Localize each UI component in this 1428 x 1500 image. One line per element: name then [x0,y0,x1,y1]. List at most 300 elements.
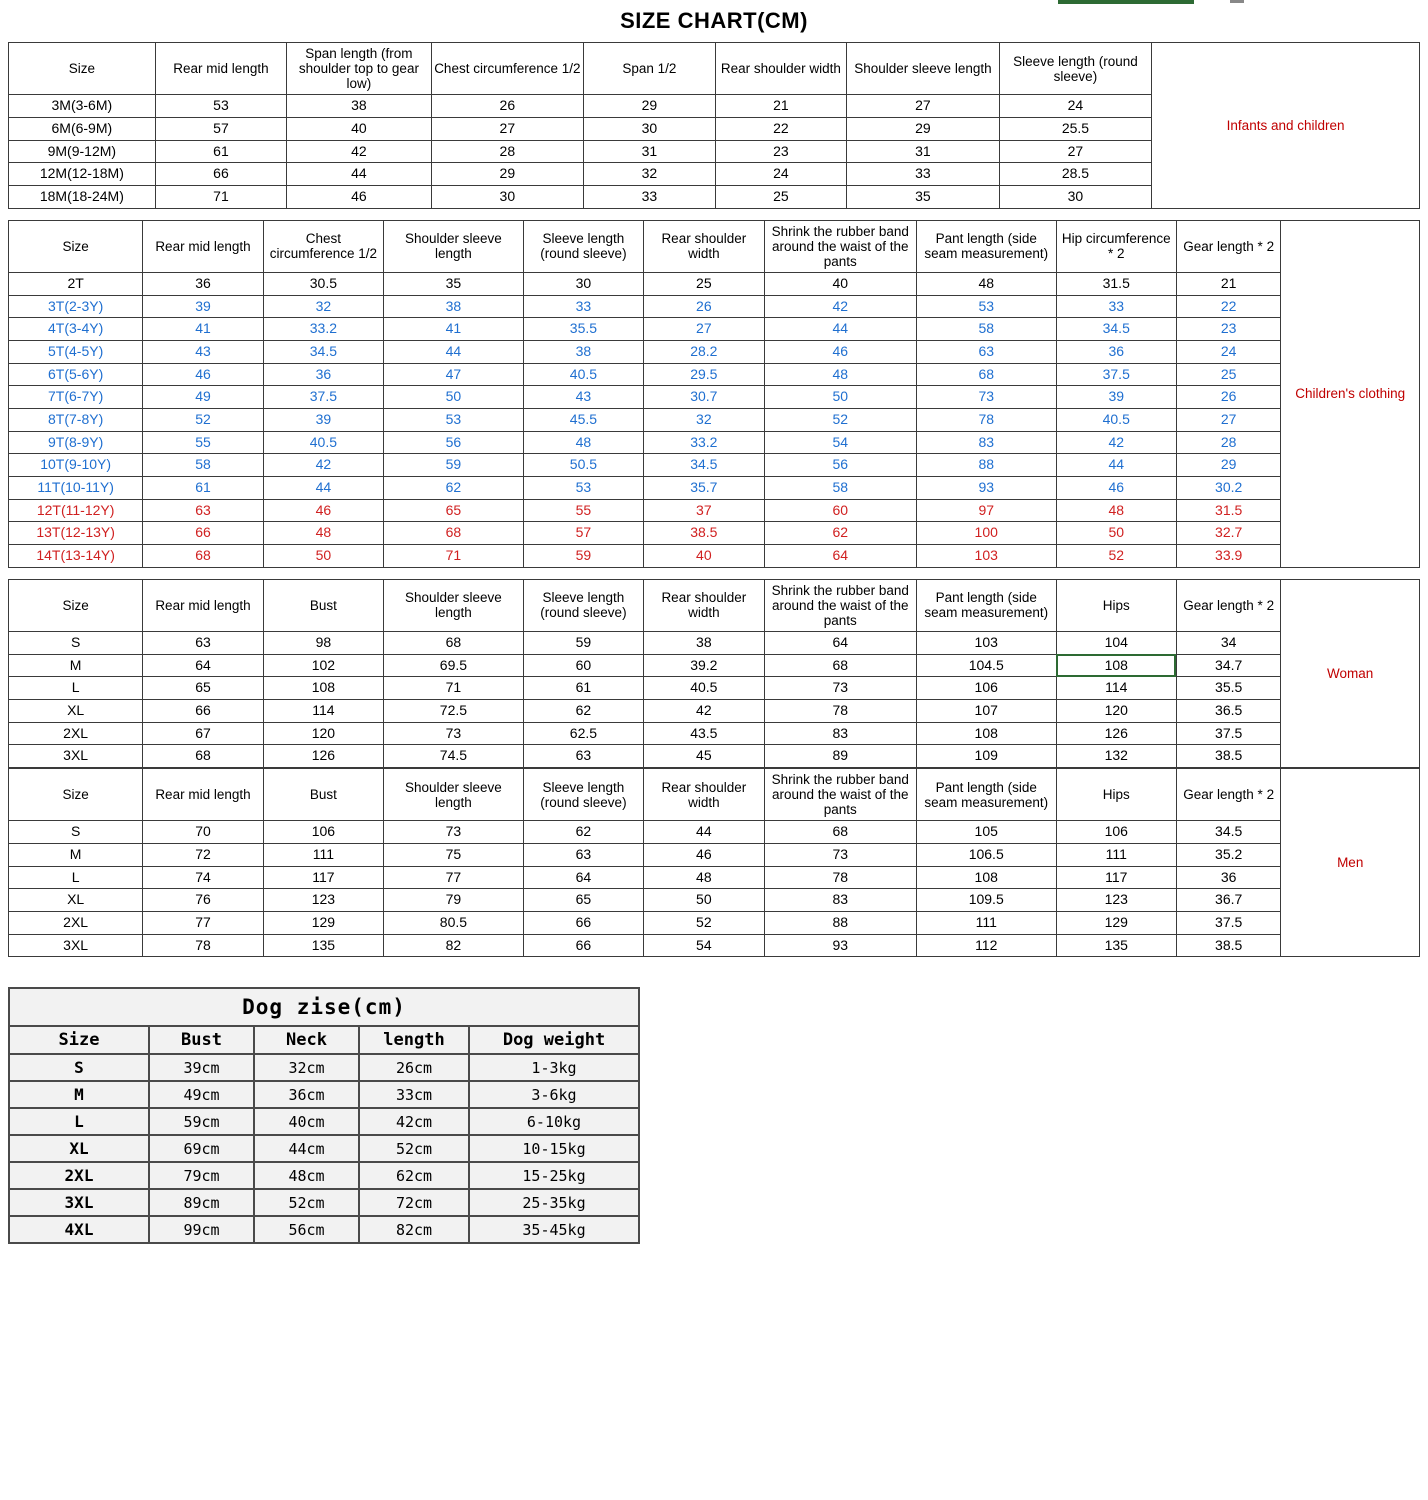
cell: 114 [1056,677,1176,700]
cell: 28.5 [999,163,1152,186]
col-header: Sleeve length (round sleeve) [999,43,1152,95]
col-header: Size [9,579,143,631]
cell: 67 [143,722,263,745]
cell: 112 [916,934,1056,957]
cell: 52 [1056,545,1176,568]
cell: 2XL [9,912,143,935]
cell: 129 [263,912,383,935]
cell: 108 [1056,654,1176,677]
cell: 66 [523,912,643,935]
cell: 53 [384,409,524,432]
col-header: Shrink the rubber band around the waist of the pants [764,769,916,821]
col-header: Shoulder sleeve length [384,769,524,821]
cell: 34.5 [1176,821,1280,844]
table-row [9,821,1420,844]
cell: 36 [1056,341,1176,364]
cell: 63 [523,844,643,867]
cell: 30.2 [1176,477,1280,500]
cell: 68 [143,745,263,768]
cell: 50 [644,889,764,912]
cell: 21 [1176,273,1280,296]
cell: 111 [916,912,1056,935]
cell: 34.5 [644,454,764,477]
cell: 4T(3-4Y) [9,318,143,341]
cell: 28 [1176,431,1280,454]
cell: 63 [143,632,263,655]
cell: 23 [1176,318,1280,341]
cell: 102 [263,654,383,677]
cell: 63 [523,745,643,768]
cell: 60 [523,654,643,677]
cell: 32cm [254,1054,359,1081]
cell: 64 [764,632,916,655]
col-header: Bust [263,579,383,631]
col-header: Sleeve length (round sleeve) [523,220,643,272]
cell: 56 [384,431,524,454]
cell: 106 [263,821,383,844]
col-header: Rear mid length [155,43,287,95]
cell: 24 [715,163,847,186]
cell: 29 [847,118,1000,141]
cell: 39 [263,409,383,432]
col-header: Rear shoulder width [644,579,764,631]
table-row [9,889,1420,912]
cell: 46 [644,844,764,867]
cell: 9T(8-9Y) [9,431,143,454]
cell: 40.5 [523,363,643,386]
cell: 3T(2-3Y) [9,295,143,318]
cell: 64 [143,654,263,677]
cell: 39.2 [644,654,764,677]
cell: 38 [384,295,524,318]
table-row [9,632,1420,655]
col-header: Hips [1056,769,1176,821]
cell: 30 [584,118,716,141]
col-header: Rear mid length [143,769,263,821]
cell: 59 [523,632,643,655]
cell: 36 [143,273,263,296]
cell: 36 [263,363,383,386]
cell: 73 [916,386,1056,409]
top-accent-bar [1058,0,1194,4]
cell: 106 [916,677,1056,700]
cell: 2XL [9,1162,149,1189]
cell: 22 [1176,295,1280,318]
cell: 126 [1056,722,1176,745]
cell: 27 [431,118,584,141]
cell: 48 [764,363,916,386]
col-header: Dog weight [469,1026,639,1054]
cell: 25 [715,186,847,209]
col-header: Gear length * 2 [1176,220,1280,272]
cell: 79cm [149,1162,254,1189]
cell: 3XL [9,1189,149,1216]
cell: 40 [764,273,916,296]
cell: 77 [143,912,263,935]
col-header: Pant length (side seam measurement) [916,579,1056,631]
cell: 83 [764,889,916,912]
cell: 58 [916,318,1056,341]
cell: 38 [523,341,643,364]
table-row [9,522,1420,545]
table-row [9,745,1420,768]
cell: 74 [143,866,263,889]
cell: 88 [916,454,1056,477]
table-row [9,1108,639,1135]
table-row [9,1135,639,1162]
col-header: Sleeve length (round sleeve) [523,579,643,631]
cell: 45 [644,745,764,768]
cell: 73 [764,844,916,867]
cell: S [9,632,143,655]
cell: 32.7 [1176,522,1280,545]
cell: 106.5 [916,844,1056,867]
cell: 55 [523,499,643,522]
cell: 50 [764,386,916,409]
cell: 65 [523,889,643,912]
cell: 6T(5-6Y) [9,363,143,386]
table-row [9,677,1420,700]
cell: 38.5 [644,522,764,545]
cell: 88 [764,912,916,935]
cell: 21 [715,95,847,118]
cell: 45.5 [523,409,643,432]
cell: 40 [287,118,431,141]
cell: 132 [1056,745,1176,768]
cell: 38.5 [1176,934,1280,957]
cell: 50 [1056,522,1176,545]
cell: 62 [523,821,643,844]
cell: 62 [764,522,916,545]
cell: 34.5 [1056,318,1176,341]
cell: 15-25kg [469,1162,639,1189]
cell: M [9,654,143,677]
cell: 14T(13-14Y) [9,545,143,568]
cell: 73 [384,722,524,745]
cell: 37.5 [1056,363,1176,386]
cell: 66 [143,700,263,723]
cell: XL [9,889,143,912]
table-row [9,386,1420,409]
cell: 78 [916,409,1056,432]
cell: 36.7 [1176,889,1280,912]
cell: 4XL [9,1216,149,1243]
cell: 46 [1056,477,1176,500]
cell: 108 [263,677,383,700]
col-header: Hip circumference * 2 [1056,220,1176,272]
cell: 33.2 [644,431,764,454]
cell: 99cm [149,1216,254,1243]
cell: 43 [143,341,263,364]
cell: 104.5 [916,654,1056,677]
cell: 6-10kg [469,1108,639,1135]
cell: 111 [1056,844,1176,867]
cell: 40.5 [644,677,764,700]
cell: 65 [384,499,524,522]
table-row [9,477,1420,500]
cell: 44 [384,341,524,364]
cell: 32 [584,163,716,186]
cell: 62.5 [523,722,643,745]
col-header: Shrink the rubber band around the waist of the pants [764,220,916,272]
col-header: Rear mid length [143,579,263,631]
cell: 37.5 [1176,912,1280,935]
cell: 47 [384,363,524,386]
cell: 36 [1176,866,1280,889]
cell: 68 [764,821,916,844]
cell: 75 [384,844,524,867]
children-block [8,220,1420,568]
table-row [9,844,1420,867]
cell: 61 [523,677,643,700]
cell: M [9,1081,149,1108]
cell: 25 [644,273,764,296]
cell: 120 [1056,700,1176,723]
cell: 52 [143,409,263,432]
cell: 107 [916,700,1056,723]
table-row [9,934,1420,957]
cell: 35.2 [1176,844,1280,867]
cell: 29 [1176,454,1280,477]
cell: 31.5 [1056,273,1176,296]
cell: 42 [287,140,431,163]
table-row [9,700,1420,723]
table-row [9,1189,639,1216]
col-header: Sleeve length (round sleeve) [523,769,643,821]
cell: XL [9,1135,149,1162]
cell: 72.5 [384,700,524,723]
men-block [8,768,1420,957]
children-table [8,220,1420,568]
cell: 61 [143,477,263,500]
cell: 83 [764,722,916,745]
cell: 44cm [254,1135,359,1162]
cell: 2T [9,273,143,296]
children-header-row [9,220,1420,272]
cell: M [9,844,143,867]
cell: 89 [764,745,916,768]
cell: 68 [916,363,1056,386]
cell: 27 [1176,409,1280,432]
cell: S [9,1054,149,1081]
cell: 3XL [9,745,143,768]
cell: 48 [644,866,764,889]
col-header: Shoulder sleeve length [384,579,524,631]
cell: 3M(3-6M) [9,95,156,118]
cell: 34 [1176,632,1280,655]
cell: 50 [263,545,383,568]
cell: 48 [1056,499,1176,522]
cell: 126 [263,745,383,768]
category-label-woman: Woman [1281,579,1420,767]
cell: 68 [764,654,916,677]
dog-header-row [9,1026,639,1054]
cell: 72 [143,844,263,867]
col-header: Shrink the rubber band around the waist of the pants [764,579,916,631]
col-header: Span length (from shoulder top to gear low) [287,43,431,95]
cell: 100 [916,522,1056,545]
cell: 31.5 [1176,499,1280,522]
cell: 22 [715,118,847,141]
cell: 36.5 [1176,700,1280,723]
cell: 29 [584,95,716,118]
cell: 57 [155,118,287,141]
col-header: Pant length (side seam measurement) [916,769,1056,821]
cell: 105 [916,821,1056,844]
col-header: Size [9,43,156,95]
dog-table [8,987,640,1244]
cell: 26 [644,295,764,318]
cell: 59 [384,454,524,477]
cell: 26 [431,95,584,118]
cell: 33 [523,295,643,318]
infants-table [8,42,1420,209]
cell: 5T(4-5Y) [9,341,143,364]
col-header: Chest circumference 1/2 [431,43,584,95]
table-row [9,454,1420,477]
cell: 33.9 [1176,545,1280,568]
cell: 26cm [359,1054,469,1081]
cell: 72cm [359,1189,469,1216]
table-row [9,363,1420,386]
cell: 56 [764,454,916,477]
col-header: length [359,1026,469,1054]
cell: 37.5 [1176,722,1280,745]
cell: 46 [263,499,383,522]
cell: 43 [523,386,643,409]
cell: 77 [384,866,524,889]
cell: 109.5 [916,889,1056,912]
cell: 42cm [359,1108,469,1135]
cell: 24 [999,95,1152,118]
cell: 71 [384,545,524,568]
cell: 89cm [149,1189,254,1216]
cell: 111 [263,844,383,867]
col-header: Gear length * 2 [1176,579,1280,631]
cell: 49cm [149,1081,254,1108]
cell: 2XL [9,722,143,745]
cell: 44 [263,477,383,500]
category-label-children: Children's clothing [1281,220,1420,567]
cell: 40cm [254,1108,359,1135]
cell: 79 [384,889,524,912]
cell: 62 [384,477,524,500]
col-header: Span 1/2 [584,43,716,95]
col-header: Shoulder sleeve length [384,220,524,272]
col-header: Chest circumference 1/2 [263,220,383,272]
top-accent-bar-secondary [1230,0,1244,3]
cell: 78 [143,934,263,957]
cell: 44 [644,821,764,844]
cell: 54 [764,431,916,454]
col-header: Size [9,220,143,272]
cell: 50 [384,386,524,409]
cell: 93 [764,934,916,957]
cell: 48 [523,431,643,454]
cell: 60 [764,499,916,522]
cell: 33 [847,163,1000,186]
cell: 68 [143,545,263,568]
woman-header-row [9,579,1420,631]
col-header: Rear shoulder width [715,43,847,95]
infants-header-row [9,43,1420,95]
cell: 48 [916,273,1056,296]
woman-table [8,579,1420,768]
col-header: Gear length * 2 [1176,769,1280,821]
cell: 38 [644,632,764,655]
table-row [9,499,1420,522]
cell: 35.5 [523,318,643,341]
cell: 52cm [254,1189,359,1216]
table-row [9,431,1420,454]
cell: 25.5 [999,118,1152,141]
table-row [9,545,1420,568]
table-row [9,722,1420,745]
cell: 33.2 [263,318,383,341]
cell: 33cm [359,1081,469,1108]
cell: 39 [143,295,263,318]
cell: 3-6kg [469,1081,639,1108]
cell: 1-3kg [469,1054,639,1081]
cell: 40 [644,545,764,568]
cell: 10-15kg [469,1135,639,1162]
cell: 76 [143,889,263,912]
cell: 57 [523,522,643,545]
cell: 31 [584,140,716,163]
cell: 44 [287,163,431,186]
table-row [9,1054,639,1081]
cell: 71 [384,677,524,700]
cell: 62 [523,700,643,723]
cell: 80.5 [384,912,524,935]
cell: 120 [263,722,383,745]
cell: 135 [263,934,383,957]
men-table [8,768,1420,957]
table-row [9,866,1420,889]
cell: 23 [715,140,847,163]
table-row [9,912,1420,935]
cell: 52 [644,912,764,935]
cell: 108 [916,722,1056,745]
cell: 82 [384,934,524,957]
cell: 39cm [149,1054,254,1081]
cell: 13T(12-13Y) [9,522,143,545]
cell: 56cm [254,1216,359,1243]
cell: 48 [263,522,383,545]
table-row [9,1081,639,1108]
cell: 129 [1056,912,1176,935]
cell: 58 [764,477,916,500]
cell: 46 [764,341,916,364]
cell: 78 [764,700,916,723]
cell: 37.5 [263,386,383,409]
cell: 63 [143,499,263,522]
cell: 59 [523,545,643,568]
cell: 30.5 [263,273,383,296]
table-row [9,341,1420,364]
cell: 27 [644,318,764,341]
cell: 66 [523,934,643,957]
cell: 43.5 [644,722,764,745]
col-header: Bust [149,1026,254,1054]
cell: 30 [999,186,1152,209]
infants-block [8,42,1420,209]
cell: 18M(18-24M) [9,186,156,209]
cell: 109 [916,745,1056,768]
cell: 26 [1176,386,1280,409]
cell: 103 [916,632,1056,655]
cell: 35 [847,186,1000,209]
